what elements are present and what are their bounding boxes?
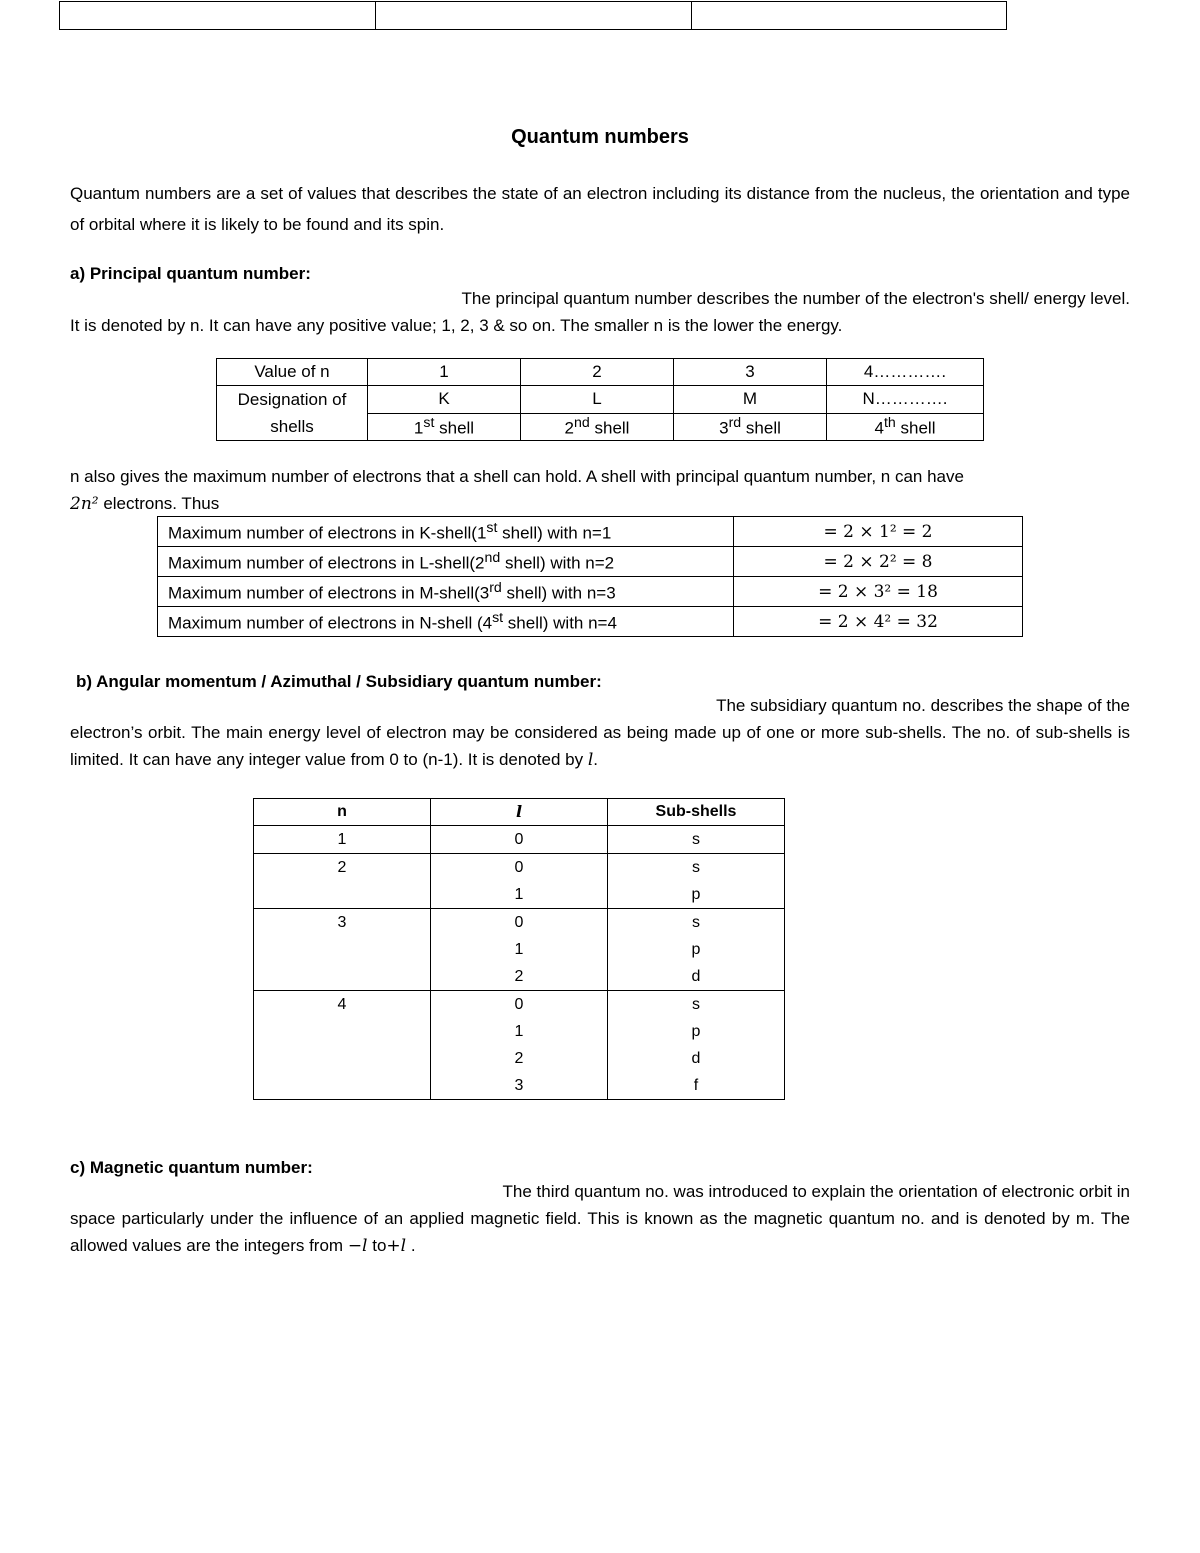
section-b-heading: b) Angular momentum / Azimuthal / Subsidiary quantum number:: [76, 672, 602, 691]
capacity-row: [158, 577, 1023, 607]
subshell-group: [254, 826, 785, 854]
capacity-label: Maximum number of electrons in N-shell (4st shell) with n=4: [158, 607, 734, 637]
shell-table-cell: K: [368, 386, 521, 414]
capacity-row: [158, 517, 1023, 547]
capacity-value: = 2 × 3² = 18: [734, 577, 1023, 607]
section-c-rest: space particularly under the influence of an applied magnetic field. This is known as the magnetic quantum no. and is denoted by m. The allowed values are the integers from −l to+l .: [70, 1209, 1130, 1256]
header-cell: [376, 2, 692, 30]
section-a-heading: a) Principal quantum number:: [70, 264, 311, 283]
capacity-intro-line1: n also gives the maximum number of electrons that a shell can hold. A shell with principal quantum number, n can have: [70, 467, 964, 486]
shell-table-row: [217, 386, 984, 414]
shell-table-cell: 3rd shell: [674, 413, 827, 441]
subshell-l-values: 0: [431, 826, 608, 854]
capacity-table: [157, 516, 1023, 637]
shell-table-cell: 4………….: [827, 359, 984, 386]
capacity-value: = 2 × 2² = 8: [734, 547, 1023, 577]
section-c-line1: The third quantum no. was introduced to explain the orientation of electronic orbit in: [502, 1182, 1130, 1201]
section-b-line1: The subsidiary quantum no. describes the shape of the: [716, 696, 1130, 715]
subshell-names: s: [608, 826, 785, 854]
l-symbol: l: [587, 750, 594, 770]
subshell-table: [253, 798, 785, 1100]
shell-table-cell: 1st shell: [368, 413, 521, 441]
section-c-text: [70, 1178, 1130, 1260]
minus-l-symbol: −l: [347, 1236, 368, 1256]
subshell-l-values: 0 1 2 3: [431, 991, 608, 1100]
shell-table-cell: Value of n: [217, 359, 368, 386]
subshell-group: [254, 909, 785, 991]
capacity-value: = 2 × 4² = 32: [734, 607, 1023, 637]
subshell-n: 4: [254, 991, 431, 1100]
subshell-group: [254, 991, 785, 1100]
section-a-line2: It is denoted by n. It can have any positive value; 1, 2, 3 & so on. The smaller n is the lower the energy.: [70, 316, 843, 335]
section-b-text: [70, 692, 1130, 774]
shell-table-cell: 2: [521, 359, 674, 386]
subshell-header-n: n: [254, 799, 431, 826]
section-a-line1: The principal quantum number describes the number of the electron's shell/ energy level.: [461, 289, 1130, 308]
section-c-heading: c) Magnetic quantum number:: [70, 1158, 313, 1177]
capacity-row: [158, 547, 1023, 577]
plus-l-symbol: +l: [386, 1236, 407, 1256]
capacity-label: Maximum number of electrons in L-shell(2nd shell) with n=2: [158, 547, 734, 577]
capacity-intro: [70, 463, 1130, 518]
subshell-header-row: [254, 799, 785, 826]
header-table: [59, 1, 1007, 30]
shell-table-cell: M: [674, 386, 827, 414]
shell-table-cell: 4th shell: [827, 413, 984, 441]
subshell-header-sub: Sub-shells: [608, 799, 785, 826]
capacity-row: [158, 607, 1023, 637]
shell-table: [216, 358, 984, 441]
capacity-label: Maximum number of electrons in M-shell(3rd shell) with n=3: [158, 577, 734, 607]
subshell-names: s p d f: [608, 991, 785, 1100]
capacity-formula: 2n²: [70, 494, 99, 514]
subshell-n: 3: [254, 909, 431, 991]
section-b-rest: electron’s orbit. The main energy level of electron may be considered as being made up of one or more sub-shells. The no. of sub-shells is limited. It can have any integer value from 0 to (n-1). It is denoted by l.: [70, 723, 1130, 770]
header-cell: [60, 2, 376, 30]
subshell-n: 1: [254, 826, 431, 854]
intro-paragraph: Quantum numbers are a set of values that describes the state of an electron including its distance from the nucleus, the orientation and type of orbital where it is likely to be found and its spin.: [70, 184, 1130, 234]
shell-table-cell: 1: [368, 359, 521, 386]
subshell-header-l: l: [431, 799, 608, 826]
subshell-n: 2: [254, 854, 431, 909]
shell-table-cell: L: [521, 386, 674, 414]
shell-table-label: Designation of shells: [217, 386, 368, 441]
header-cell: [692, 2, 1007, 30]
shell-table-row: [217, 359, 984, 386]
subshell-names: s p: [608, 854, 785, 909]
subshell-group: [254, 854, 785, 909]
subshell-names: s p d: [608, 909, 785, 991]
shell-table-cell: N………….: [827, 386, 984, 414]
page-title: Quantum numbers: [511, 126, 689, 148]
subshell-l-values: 0 1 2: [431, 909, 608, 991]
section-a-text: [70, 285, 1130, 339]
capacity-label: Maximum number of electrons in K-shell(1st shell) with n=1: [158, 517, 734, 547]
capacity-value: = 2 × 1² = 2: [734, 517, 1023, 547]
shell-table-cell: 3: [674, 359, 827, 386]
subshell-l-values: 0 1: [431, 854, 608, 909]
capacity-intro-line2: 2n² electrons. Thus: [70, 494, 220, 514]
shell-table-cell: 2nd shell: [521, 413, 674, 441]
